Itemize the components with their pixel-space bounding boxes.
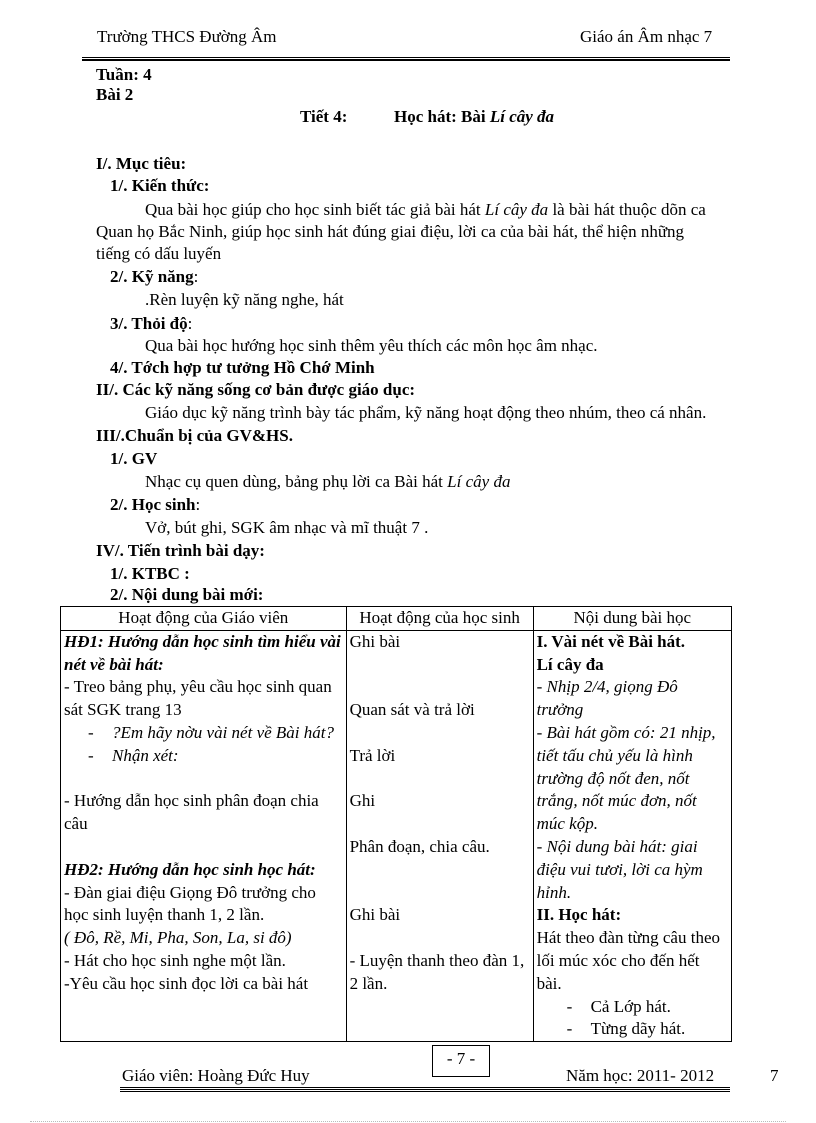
student-act-1: Ghi bài <box>349 631 401 651</box>
teacher-step-6: -Yêu cầu học sinh đọc lời ca bài hát <box>64 973 309 993</box>
dash-2-text: Từng dãy hát. <box>590 1019 686 1039</box>
activity-1-title: HĐ1: Hướng dẫn học sinh tìm hiểu vài nét về bài hát: <box>64 631 341 674</box>
teacher-step-1: - Treo bảng phụ, yêu cầu học sinh quan sát SGK trang 13 <box>64 677 332 720</box>
content-paragraph: Hát theo đàn từng câu theo lối múc xóc cho đến hết bài. <box>536 928 720 993</box>
spacer <box>350 927 530 950</box>
attitude-text: Qua bài học hướng học sinh thêm yêu thích các môn học âm nhạc. <box>145 336 598 355</box>
attitude-heading <box>110 313 192 335</box>
lesson-number: Bài 2 <box>96 85 134 104</box>
question-text: ?Em hãy nờu vài nét về Bài hát? <box>112 722 334 742</box>
footer-rule <box>120 1087 730 1092</box>
table-row <box>61 630 732 1041</box>
spacer <box>350 813 530 836</box>
knowledge-text-b: là bài hát thuộc dõn ca <box>548 200 706 219</box>
teacher-prep-song: Lí cây đa <box>447 472 511 491</box>
teacher-question <box>64 722 343 745</box>
section-1-title: I/. Mục tiêu: <box>96 154 187 173</box>
student-prep-colon: : <box>195 495 201 514</box>
teacher-prep-text-a: Nhạc cụ quen dùng, bảng phụ lời ca Bài hát <box>145 472 448 491</box>
header-teacher-activity: Hoạt động của Giáo viên <box>61 607 347 631</box>
comment-dash: - <box>88 745 94 765</box>
knowledge-line-1 <box>145 199 706 221</box>
dash-1-text: Cả Lớp hát. <box>590 996 671 1016</box>
knowledge-title: 1/. Kiến thức: <box>110 176 210 195</box>
header-lesson-content: Nội dung bài học <box>533 607 731 631</box>
knowledge-line-3: tiếng có dấu luyến <box>96 244 222 263</box>
footer-teacher: Giáo viên: Hoàng Đức Huy <box>122 1066 310 1085</box>
knowledge-line-2: Quan họ Bắc Ninh, giúp học sinh hát đúng giai điệu, lời ca của bài hát, thể hiện những <box>96 222 685 241</box>
dash-1-mark: - <box>566 996 573 1016</box>
section-4-title: IV/. Tiến trình bài dạy: <box>96 541 265 560</box>
lesson-plan-table <box>60 606 732 1042</box>
content-heading-2: II. Học hát: <box>536 905 622 925</box>
student-act-5: Phân đoạn, chia câu. <box>349 836 490 856</box>
section-2-text: Giáo dục kỹ năng trình bày tác phẩm, kỹ năng hoạt động theo nhúm, theo cá nhân. <box>145 403 707 422</box>
content-dash-1 <box>537 996 728 1019</box>
new-content-title: 2/. Nội dung bài mới: <box>110 585 264 604</box>
spacer <box>350 654 530 700</box>
student-act-2: Quan sát và trả lời <box>349 700 475 720</box>
knowledge-text-a: Qua bài học giúp cho học sinh biết tác giả bài hát <box>145 200 485 219</box>
attitude-title: 3/. Thỏi độ <box>110 314 188 333</box>
teacher-prep-text <box>145 471 510 493</box>
student-act-7: - Luyện thanh theo đàn 1, 2 lần. <box>349 950 525 993</box>
skill-heading <box>110 266 198 288</box>
knowledge-song: Lí cây đa <box>484 200 549 219</box>
skill-colon: : <box>193 267 199 286</box>
teacher-comment <box>64 745 343 768</box>
content-item-2: - Bài hát gồm có: 21 nhịp, tiết tấu chủ yếu là hình trường độ nốt đen, nốt trắng, nốt múc đơn, nốt múc kộp. <box>536 722 716 834</box>
page-number-box: - 7 - <box>432 1045 490 1077</box>
integration-title: 4/. Tớch hợp tư tưởng Hồ Chớ Minh <box>110 358 375 377</box>
title-prefix: Học hát: Bài <box>394 107 486 126</box>
student-act-3: Trả lời <box>349 745 396 765</box>
content-heading-1: I. Vài nét về Bài hát. <box>536 631 686 651</box>
period-label: Tiết 4: <box>300 107 348 126</box>
content-item-1: - Nhịp 2/4, giọng Đô trưởng <box>536 677 678 720</box>
teacher-step-5: - Hát cho học sinh nghe một lần. <box>64 950 286 970</box>
teacher-step-3: - Đàn giai điệu Giọng Đô trưởng cho học sinh luyện thanh 1, 2 lần. <box>64 882 316 925</box>
content-dash-2 <box>537 1018 728 1041</box>
student-act-4: Ghi <box>349 791 376 811</box>
spacer <box>64 836 343 859</box>
content-item-3: - Nội dung bài hát: giai điệu vui tươi, lời ca hỳm hỉnh. <box>536 836 703 902</box>
spacer <box>350 722 530 745</box>
student-prep-heading <box>110 494 200 516</box>
teacher-activity-cell <box>61 630 347 1041</box>
header-rule <box>82 57 730 61</box>
spacer <box>350 768 530 791</box>
teacher-step-2: - Hướng dẫn học sinh phân đoạn chia câu <box>64 791 319 834</box>
header-subject: Giáo án Âm nhạc 7 <box>580 27 713 46</box>
student-act-6: Ghi bài <box>349 905 401 925</box>
student-prep-title: 2/. Học sinh <box>110 495 196 514</box>
header-school: Trường THCS Đường Âm <box>97 27 277 46</box>
activity-2-title: HĐ2: Hướng dẫn học sinh học hát: <box>64 859 316 879</box>
section-2-title: II/. Các kỹ năng sống cơ bản được giáo dục: <box>96 380 416 399</box>
footer-year: Năm học: 2011- 2012 <box>566 1066 715 1085</box>
student-prep-text: Vở, bút ghi, SGK âm nhạc và mĩ thuật 7 . <box>145 518 429 537</box>
song-title: Lí cây đa <box>489 107 555 126</box>
attitude-colon: : <box>187 314 193 333</box>
spacer <box>64 768 343 791</box>
spacer <box>350 859 530 905</box>
week-label: Tuần: 4 <box>96 65 152 84</box>
footer-page-number: 7 <box>770 1066 779 1085</box>
page-edge-divider <box>30 1121 786 1122</box>
student-activity-cell <box>346 630 533 1041</box>
skill-title: 2/. Kỹ năng <box>110 267 194 286</box>
teacher-prep-title: 1/. GV <box>110 449 158 468</box>
lesson-title <box>394 106 554 128</box>
section-3-title: III/.Chuẩn bị của GV&HS. <box>96 426 293 445</box>
question-dash: - <box>88 722 94 742</box>
skill-text: .Rèn luyện kỹ năng nghe, hát <box>145 290 344 309</box>
teacher-step-4: ( Đô, Rề, Mi, Pha, Son, La, si đô) <box>64 928 292 948</box>
lesson-content-cell <box>533 630 731 1041</box>
dash-2-mark: - <box>566 1019 573 1039</box>
header-student-activity: Hoạt động của học sinh <box>346 607 533 631</box>
ktbc-title: 1/. KTBC : <box>110 564 190 583</box>
content-song-name: Lí cây đa <box>536 654 604 674</box>
table-header-row <box>61 607 732 631</box>
comment-text: Nhận xét: <box>112 745 179 765</box>
